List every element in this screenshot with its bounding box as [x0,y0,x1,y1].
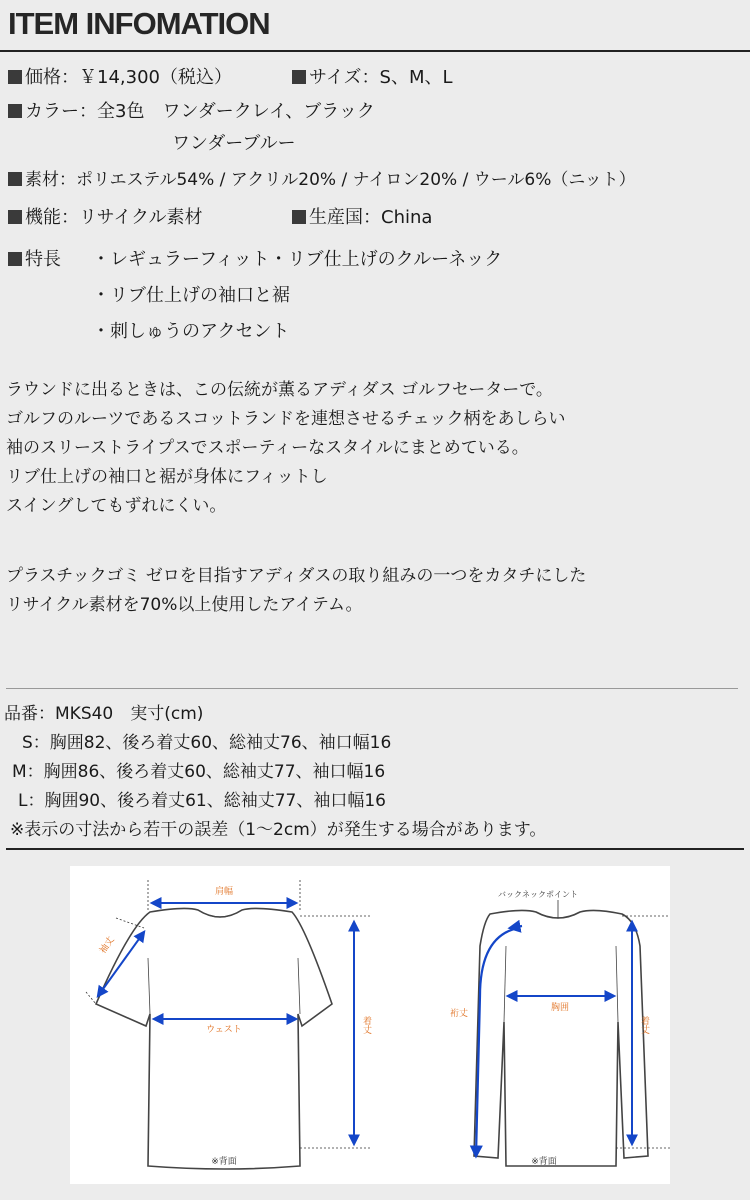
spec-origin: 生産国：China [292,206,432,230]
size-row-l: L：胸囲90、後ろ着丈61、総袖丈77、袖口幅16 [18,791,386,811]
sweater-outline-right [474,910,648,1166]
label-length-right: 着丈 [639,1016,649,1034]
feature-item: ・リブ仕上げの袖口と裾 [92,285,290,306]
spec-size: サイズ：S、M、L [292,66,453,90]
spec-material: 素材：ポリエステル54% / アクリル20% / ナイロン20% / ウール6%（ニット） [8,168,636,192]
spec-price: 価格：￥14,300（税込） [8,66,232,90]
bullet-square-icon [292,70,306,84]
description-2 [6,562,586,620]
label-back-left: ※背面 [211,1157,237,1167]
guide-line [86,992,96,1004]
description [6,376,565,521]
description-line: ラウンドに出るときは、この伝統が薫るアディダス ゴルフセーターで。 [6,380,553,400]
measurement-diagram [70,866,670,1184]
bullet-square-icon [8,210,22,224]
label-backneck: バックネックポイント [498,890,578,899]
spec-function: 機能：リサイクル素材 [8,206,202,230]
spec-color-line2: ワンダーブルー [172,133,296,154]
feature-item: ・レギュラーフィット・リブ仕上げのクルーネック [92,249,503,270]
page-title: ITEM INFOMATION [8,6,270,41]
bullet-square-icon [8,104,22,118]
size-header: 品番：MKS40 実寸(cm) [4,704,204,724]
section-divider [6,688,738,689]
sleeve-length-arrow [476,928,518,1156]
size-row-m: M：胸囲86、後ろ着丈60、総袖丈77、袖口幅16 [12,762,386,782]
label-shoulder: 肩幅 [214,887,234,897]
section-divider-thick [6,848,744,850]
shirt-outline-left [96,908,332,1169]
measurement-diagram-svg [70,866,670,1184]
description-line: ゴルフのルーツであるスコットランドを連想させるチェック柄をあしらい [6,409,566,429]
bullet-square-icon [8,70,22,84]
label-waist: ウェスト [206,1025,242,1035]
size-table [4,700,546,845]
label-sleeve-length: 裄丈 [450,1009,469,1019]
description-line: スイングしてもずれにくい。 [6,496,227,516]
label-length: 着丈 [361,1016,371,1034]
feature-item: ・刺しゅうのアクセント [92,321,290,342]
label-sleeve: 袖丈 [98,935,117,956]
bullet-square-icon [292,210,306,224]
description-line: プラスチックゴミ ゼロを目指すアディダスの取り組みの一つをカタチにした [6,566,587,586]
label-chest: 胸囲 [550,1003,570,1013]
spec-features-label: 特長 [8,248,61,272]
description-line: リブ仕上げの袖口と裾が身体にフィットし [6,467,328,487]
spec-color: カラー：全3色 ワンダークレイ、ブラック [8,100,375,124]
description-line: リサイクル素材を70%以上使用したアイテム。 [6,595,363,615]
label-back-right: ※背面 [531,1157,557,1167]
bullet-square-icon [8,172,22,186]
title-divider [0,50,750,52]
description-line: 袖のスリーストライプスでスポーティーなスタイルにまとめている。 [6,438,529,458]
bullet-square-icon [8,252,22,266]
sleeve-length-arrow-start [510,926,522,928]
size-row-s: S：胸囲82、後ろ着丈60、総袖丈76、袖口幅16 [22,733,392,753]
size-note: ※表示の寸法から若干の誤差（1〜2cm）が発生する場合があります。 [10,820,547,840]
